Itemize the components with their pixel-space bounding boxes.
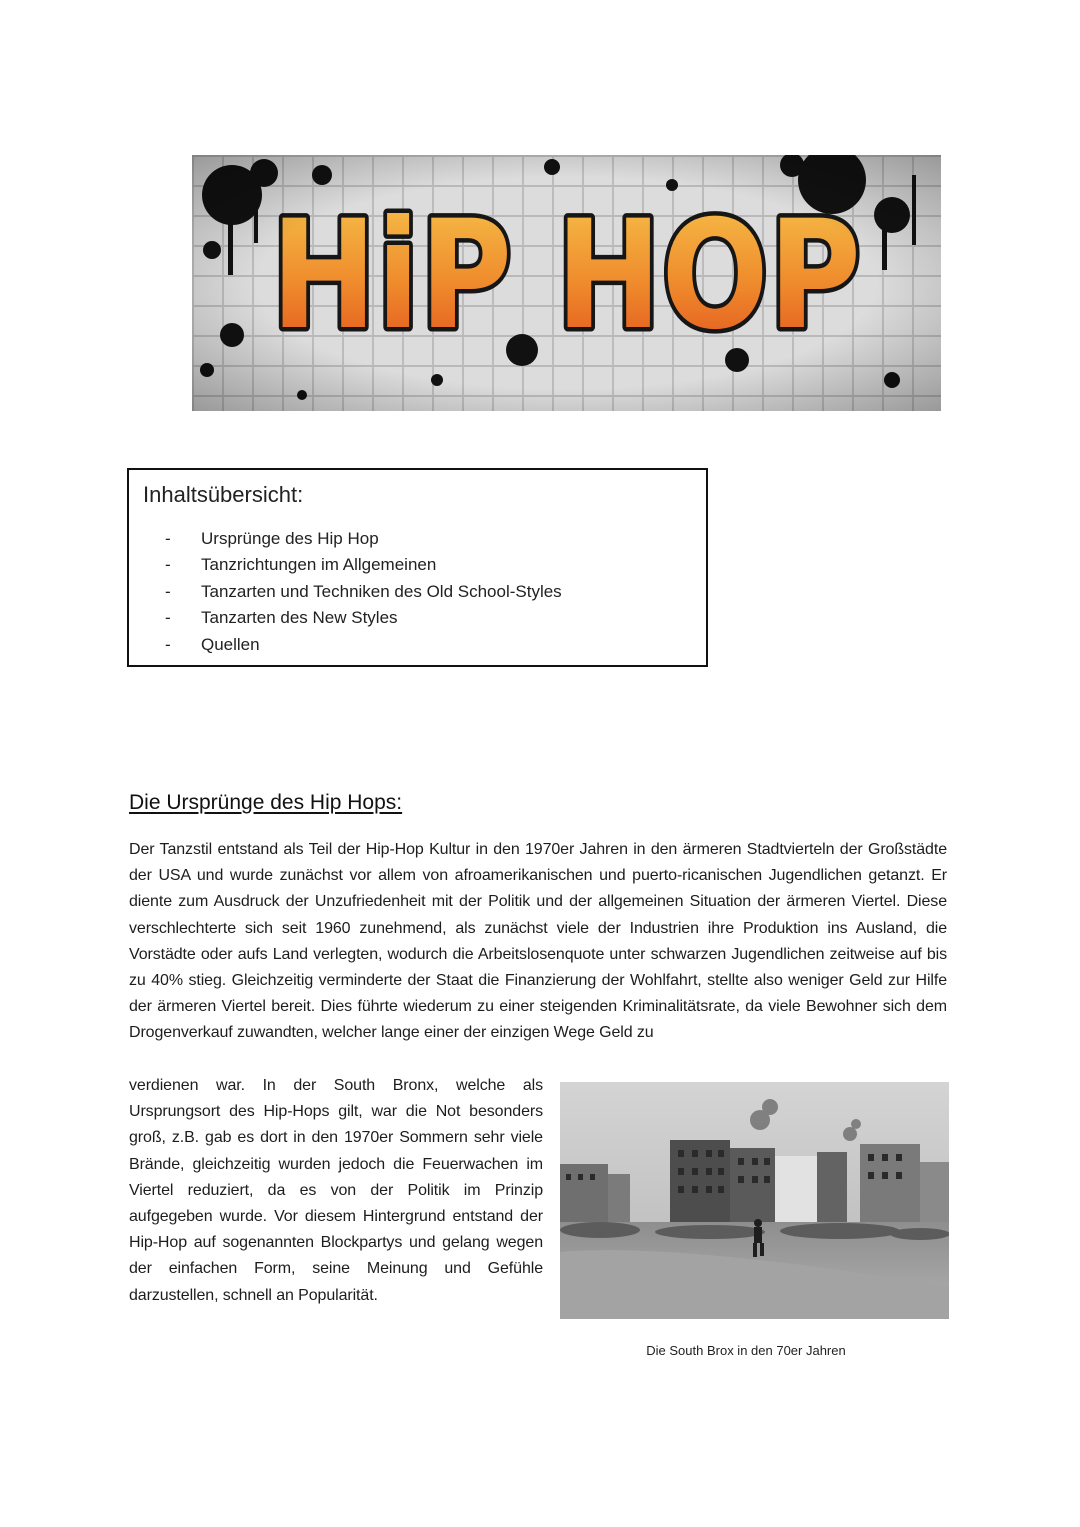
toc-item: - Tanzrichtungen im Allgemeinen [165, 552, 562, 578]
toc-item: - Quellen [165, 632, 562, 658]
dash-bullet: - [165, 529, 171, 548]
graffiti-logo [192, 155, 941, 411]
dash-bullet: - [165, 634, 171, 654]
toc-item: - Ursprünge des Hip Hop [165, 526, 562, 552]
dash-bullet: - [165, 555, 171, 575]
dash-bullet: - [165, 608, 171, 628]
body-paragraph: Der Tanzstil entstand als Teil der Hip-Hop Kultur in den 1970er Jahren in den ärmeren Stadtvierteln der Großstädte der USA und wurde zunächst vor allem von afroamerikanischen und puerto-ricanischen Jugendlichen getanzt. Er diente zum Ausdruck der Unzufriedenheit mit der Politik und der allgemeinen Situation der ärmeren Viertel. Diese verschlechterte sich seit 1960 zunehmend, als zunächst viele der Industrien ihre Produktion ins Ausland, die Vorstädte oder aufs Land verlegten, wodurch die Arbeitslosenquote unter schwarzen Jugendlichen zeitweise auf bis zu 40% stieg. Gleichzeitig verminderte der Staat die Finanzierung der Wohlfahrt, stellte also weniger Geld zur Hilfe der ärmeren Viertel bereit. Dies führte wiederum zu einer steigenden Kriminalitätsrate, da viele Bewohner sich dem Drogenverkauf zuwandten, welcher lange einer der einzigen Wege Geld zu [129, 841, 947, 1042]
toc-list [165, 526, 562, 658]
dash-bullet: - [165, 581, 171, 601]
section-heading: Die Ursprünge des Hip Hops: [129, 791, 403, 814]
toc-title: Inhaltsübersicht: [143, 482, 304, 507]
photo-caption: Die South Brox in den 70er Jahren [646, 1343, 846, 1358]
toc-item: - Tanzarten und Techniken des Old School-Styles [165, 579, 562, 605]
body-paragraph-continued: verdienen war. In der South Bronx, welche als Ursprungsort des Hip-Hops gilt, war die Not besonders groß, z.B. gab es dort in den 1970er Sommern sehr viele Brände, gleichzeitig wurden jedoch die Feuerwachen im Viertel reduziert, da es von der Politik im Prinzip aufgegeben wurde. Vor diesem Hintergrund entstand der Hip-Hop auf sogenannten Blockpartys und gelang wegen der einfachen Form, seine Meinung und Gefühle darzustellen, schnell an Popularität. [129, 1077, 543, 1304]
hip-hop-banner-image [192, 155, 941, 411]
photo-illustration [560, 1082, 949, 1319]
toc-item: - Tanzarten des New Styles [165, 605, 562, 631]
south-bronx-photo [560, 1082, 949, 1319]
table-of-contents [127, 468, 708, 667]
